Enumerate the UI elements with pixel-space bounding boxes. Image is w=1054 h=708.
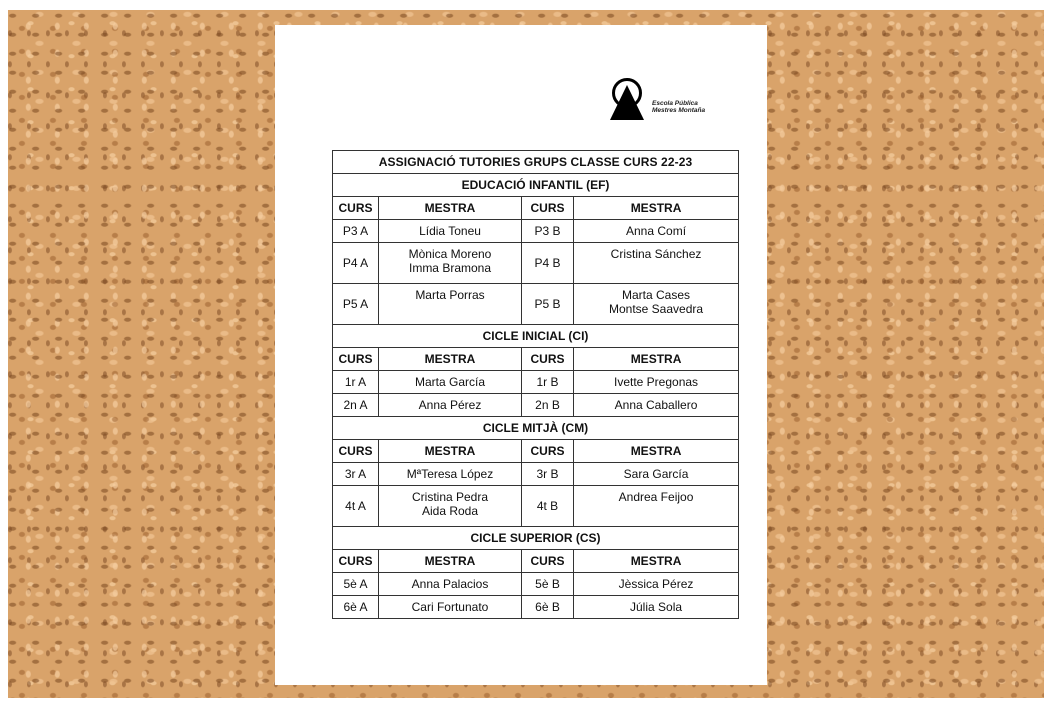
course-cell: 4t B	[522, 486, 574, 527]
mountain-circle-logo-icon	[610, 75, 650, 121]
column-header-mestra: MESTRA	[379, 348, 522, 371]
column-header-curs: CURS	[522, 550, 574, 573]
course-cell: 2n A	[333, 394, 379, 417]
teacher-cell: Marta Porras	[379, 284, 522, 325]
teacher-cell: Júlia Sola	[574, 596, 739, 619]
logo-line-2: Mestres Montaña	[652, 107, 706, 114]
column-header-mestra: MESTRA	[379, 440, 522, 463]
school-logo	[610, 75, 710, 123]
teacher-cell: Cristina Pedra Aida Roda	[379, 486, 522, 527]
teacher-cell: Anna Caballero	[574, 394, 739, 417]
table-row	[333, 371, 739, 394]
table-row	[333, 220, 739, 243]
course-cell: 6è B	[522, 596, 574, 619]
column-header-mestra: MESTRA	[379, 550, 522, 573]
column-header-mestra: MESTRA	[574, 440, 739, 463]
teacher-cell: Anna Palacios	[379, 573, 522, 596]
table-row	[333, 486, 739, 527]
section-title: CICLE SUPERIOR (CS)	[333, 527, 739, 550]
tutor-assignment-table	[332, 150, 739, 619]
column-header-mestra: MESTRA	[574, 550, 739, 573]
column-header-mestra: MESTRA	[379, 197, 522, 220]
course-cell: P4 B	[522, 243, 574, 284]
teacher-cell: Jèssica Pérez	[574, 573, 739, 596]
table-row	[333, 463, 739, 486]
course-cell: P5 A	[333, 284, 379, 325]
teacher-cell: Marta Cases Montse Saavedra	[574, 284, 739, 325]
column-header-curs: CURS	[333, 348, 379, 371]
course-cell: P5 B	[522, 284, 574, 325]
teacher-cell: Anna Pérez	[379, 394, 522, 417]
course-cell: 5è A	[333, 573, 379, 596]
column-header-curs: CURS	[522, 197, 574, 220]
course-cell: 1r A	[333, 371, 379, 394]
column-header-mestra: MESTRA	[574, 197, 739, 220]
teacher-cell: Mònica Moreno Imma Bramona	[379, 243, 522, 284]
course-cell: 5è B	[522, 573, 574, 596]
course-cell: 1r B	[522, 371, 574, 394]
teacher-cell: Sara García	[574, 463, 739, 486]
course-cell: 6è A	[333, 596, 379, 619]
teacher-cell: Lídia Toneu	[379, 220, 522, 243]
column-header-curs: CURS	[333, 440, 379, 463]
course-cell: 4t A	[333, 486, 379, 527]
section-title: CICLE MITJÀ (CM)	[333, 417, 739, 440]
table-title: ASSIGNACIÓ TUTORIES GRUPS CLASSE CURS 22-23	[333, 151, 739, 174]
column-header-mestra: MESTRA	[574, 348, 739, 371]
table-row	[333, 573, 739, 596]
column-header-curs: CURS	[522, 440, 574, 463]
document-page	[275, 25, 767, 685]
course-cell: P4 A	[333, 243, 379, 284]
course-cell: P3 B	[522, 220, 574, 243]
logo-line-1: Escola Pública	[652, 100, 698, 107]
column-header-curs: CURS	[333, 197, 379, 220]
table-row	[333, 243, 739, 284]
section-title: EDUCACIÓ INFANTIL (EF)	[333, 174, 739, 197]
teacher-cell: Cristina Sánchez	[574, 243, 739, 284]
table-row	[333, 596, 739, 619]
course-cell: P3 A	[333, 220, 379, 243]
teacher-cell: Cari Fortunato	[379, 596, 522, 619]
teacher-cell: Anna Comí	[574, 220, 739, 243]
course-cell: 3r A	[333, 463, 379, 486]
table-row	[333, 284, 739, 325]
teacher-cell: MªTeresa López	[379, 463, 522, 486]
teacher-cell: Andrea Feijoo	[574, 486, 739, 527]
teacher-cell: Ivette Pregonas	[574, 371, 739, 394]
table-row	[333, 394, 739, 417]
logo-text	[652, 100, 705, 114]
teacher-cell: Marta García	[379, 371, 522, 394]
course-cell: 2n B	[522, 394, 574, 417]
column-header-curs: CURS	[522, 348, 574, 371]
course-cell: 3r B	[522, 463, 574, 486]
section-title: CICLE INICIAL (CI)	[333, 325, 739, 348]
column-header-curs: CURS	[333, 550, 379, 573]
